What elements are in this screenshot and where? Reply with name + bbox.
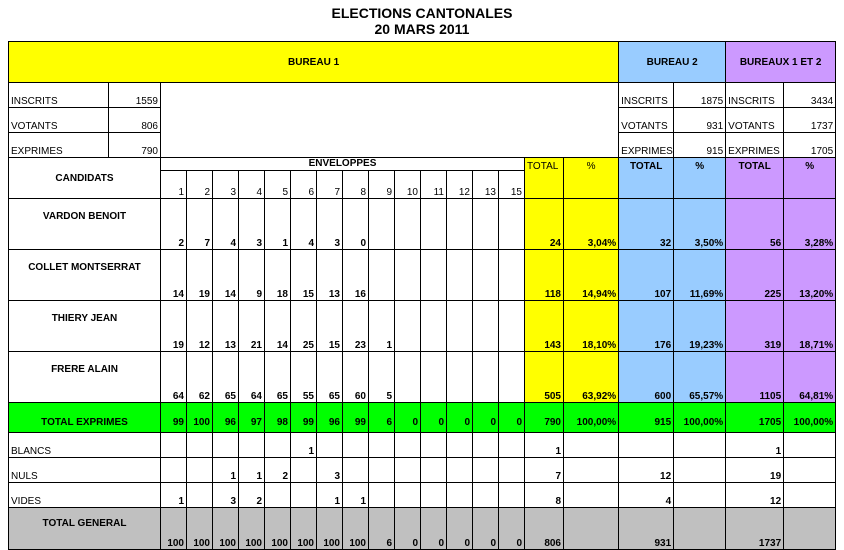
stat-label-b2: VOTANTS (619, 108, 674, 133)
candidats-header: CANDIDATS (9, 158, 161, 199)
pct-b2: 3,50% (674, 199, 726, 250)
envelope-count (265, 483, 291, 508)
total-b2: 107 (619, 250, 674, 301)
envelope-count (447, 301, 473, 352)
envelope-count: 1 (161, 483, 187, 508)
envelope-count (369, 250, 395, 301)
envelope-count (369, 199, 395, 250)
envelope-count: 1 (213, 458, 239, 483)
empty-cell (564, 458, 619, 483)
envelope-count (499, 352, 525, 403)
envelope-number: 9 (369, 171, 395, 199)
total-exprimes-label: TOTAL EXPRIMES (9, 403, 161, 433)
empty-cell (784, 433, 836, 458)
total-exprimes-total12: 1705 (726, 403, 784, 433)
blank-area (161, 83, 619, 158)
envelope-count: 100 (161, 508, 187, 550)
envelope-count: 100 (239, 508, 265, 550)
envelope-count (395, 458, 421, 483)
results-table (8, 41, 836, 550)
empty-cell (564, 508, 619, 550)
envelope-count (395, 301, 421, 352)
envelope-count: 0 (499, 508, 525, 550)
pct-b1: 3,04% (564, 199, 619, 250)
envelope-count: 4 (213, 199, 239, 250)
envelope-count (499, 199, 525, 250)
other-label: BLANCS (9, 433, 161, 458)
envelope-count: 3 (213, 483, 239, 508)
envelope-count: 3 (317, 199, 343, 250)
envelope-count: 0 (421, 403, 447, 433)
envelope-count: 100 (187, 403, 213, 433)
envelope-count (473, 433, 499, 458)
total-b1: 118 (525, 250, 564, 301)
total-b1: 143 (525, 301, 564, 352)
envelope-count (395, 483, 421, 508)
envelope-count: 100 (317, 508, 343, 550)
envelope-number: 10 (395, 171, 421, 199)
stat-value-b1: 1559 (109, 83, 161, 108)
total-exprimes-total1: 790 (525, 403, 564, 433)
envelope-count (499, 301, 525, 352)
envelope-count (473, 199, 499, 250)
envelope-number: 12 (447, 171, 473, 199)
total-b12: 319 (726, 301, 784, 352)
envelope-number: 8 (343, 171, 369, 199)
envelope-count: 5 (369, 352, 395, 403)
candidate-name: THIERY JEAN (9, 301, 161, 352)
envelope-count: 13 (213, 301, 239, 352)
total-general-label: TOTAL GENERAL (9, 508, 161, 550)
envelope-number: 13 (473, 171, 499, 199)
bureau12-header: BUREAUX 1 ET 2 (726, 42, 836, 83)
empty-cell (674, 508, 726, 550)
stat-value-b12: 3434 (784, 83, 836, 108)
envelope-count: 14 (161, 250, 187, 301)
total-exprimes-row (9, 403, 836, 433)
stat-label: VOTANTS (9, 108, 109, 133)
stat-value-b1: 790 (109, 133, 161, 158)
total-b12: 1105 (726, 352, 784, 403)
envelope-count (395, 250, 421, 301)
envelope-count (499, 483, 525, 508)
envelope-count (499, 250, 525, 301)
envelope-count: 99 (161, 403, 187, 433)
stat-label: INSCRITS (9, 83, 109, 108)
envelope-count: 100 (265, 508, 291, 550)
envelope-count: 9 (239, 250, 265, 301)
envelope-count (213, 433, 239, 458)
other-row (9, 483, 836, 508)
pct-b12: 18,71% (784, 301, 836, 352)
envelope-count (161, 433, 187, 458)
envelope-count (421, 483, 447, 508)
total-exprimes-total2: 915 (619, 403, 674, 433)
candidate-row (9, 301, 836, 352)
envelope-count (317, 433, 343, 458)
envelope-count (369, 433, 395, 458)
envelope-count: 100 (343, 508, 369, 550)
empty-cell (564, 433, 619, 458)
envelope-count (421, 352, 447, 403)
pct-b1: 18,10% (564, 301, 619, 352)
pct-b1: 14,94% (564, 250, 619, 301)
pct-b2: 65,57% (674, 352, 726, 403)
stat-value-b2: 1875 (674, 83, 726, 108)
total-exprimes-pct12: 100,00% (784, 403, 836, 433)
total-b12: 225 (726, 250, 784, 301)
envelope-count (473, 301, 499, 352)
total-b12: 12 (726, 483, 784, 508)
total-b1: 24 (525, 199, 564, 250)
total-header-b1: TOTAL (525, 158, 564, 199)
envelope-count: 6 (369, 403, 395, 433)
envelope-count: 62 (187, 352, 213, 403)
empty-cell (674, 458, 726, 483)
candidate-name: COLLET MONTSERRAT (9, 250, 161, 301)
envelope-count (291, 458, 317, 483)
total-b12: 1 (726, 433, 784, 458)
envelope-count: 1 (291, 433, 317, 458)
envelope-count: 0 (421, 508, 447, 550)
bureau2-header: BUREAU 2 (619, 42, 726, 83)
stat-label-b12: INSCRITS (726, 83, 784, 108)
envelope-number: 4 (239, 171, 265, 199)
envelope-count: 64 (161, 352, 187, 403)
envelope-count: 15 (291, 250, 317, 301)
envelope-count (473, 458, 499, 483)
stat-label-b2: EXPRIMES (619, 133, 674, 158)
envelope-count (369, 483, 395, 508)
envelope-count: 21 (239, 301, 265, 352)
envelope-count: 65 (265, 352, 291, 403)
empty-cell (674, 483, 726, 508)
envelope-count: 65 (213, 352, 239, 403)
pct-b12: 3,28% (784, 199, 836, 250)
other-label: NULS (9, 458, 161, 483)
envelope-number: 6 (291, 171, 317, 199)
envelope-number: 15 (499, 171, 525, 199)
envelope-count: 60 (343, 352, 369, 403)
envelope-count (291, 483, 317, 508)
total-b1: 7 (525, 458, 564, 483)
envelope-count: 4 (291, 199, 317, 250)
envelope-count (447, 199, 473, 250)
total-b2: 176 (619, 301, 674, 352)
envelope-count: 55 (291, 352, 317, 403)
candidate-row (9, 199, 836, 250)
envelope-count: 14 (265, 301, 291, 352)
pct-b2: 19,23% (674, 301, 726, 352)
candidate-name: VARDON BENOIT (9, 199, 161, 250)
envelope-count (473, 483, 499, 508)
envelope-count (187, 458, 213, 483)
envelope-number: 1 (161, 171, 187, 199)
envelope-count (421, 301, 447, 352)
envelope-count: 96 (213, 403, 239, 433)
envelope-count (343, 433, 369, 458)
envelope-count: 3 (317, 458, 343, 483)
envelope-count: 96 (317, 403, 343, 433)
envelope-count: 6 (369, 508, 395, 550)
envelope-count (343, 458, 369, 483)
envelope-count (239, 433, 265, 458)
stat-value-b12: 1705 (784, 133, 836, 158)
total-b2 (619, 433, 674, 458)
total-b2: 600 (619, 352, 674, 403)
stat-label: EXPRIMES (9, 133, 109, 158)
envelope-count: 2 (239, 483, 265, 508)
total-general-row (9, 508, 836, 550)
envelope-count: 14 (213, 250, 239, 301)
stat-label-b12: VOTANTS (726, 108, 784, 133)
stat-value-b2: 915 (674, 133, 726, 158)
envelope-count: 15 (317, 301, 343, 352)
total-general-b12: 1737 (726, 508, 784, 550)
pct-b2: 11,69% (674, 250, 726, 301)
envelope-count (395, 433, 421, 458)
envelope-count: 99 (291, 403, 317, 433)
envelope-count: 0 (473, 508, 499, 550)
envelope-count: 65 (317, 352, 343, 403)
empty-cell (784, 508, 836, 550)
envelope-count: 100 (187, 508, 213, 550)
total-b12: 19 (726, 458, 784, 483)
envelope-count: 0 (395, 508, 421, 550)
empty-cell (784, 483, 836, 508)
page-title: ELECTIONS CANTONALES (331, 5, 513, 21)
empty-cell (564, 483, 619, 508)
empty-cell (674, 433, 726, 458)
envelope-count (265, 433, 291, 458)
envelope-count: 0 (447, 403, 473, 433)
envelope-count (395, 199, 421, 250)
candidate-row (9, 250, 836, 301)
envelope-count: 99 (343, 403, 369, 433)
envelope-count: 0 (447, 508, 473, 550)
envelope-number: 3 (213, 171, 239, 199)
other-label: VIDES (9, 483, 161, 508)
envelope-count: 1 (265, 199, 291, 250)
total-general-b2: 931 (619, 508, 674, 550)
stat-value-b12: 1737 (784, 108, 836, 133)
envelope-count: 25 (291, 301, 317, 352)
envelope-count: 12 (187, 301, 213, 352)
other-row (9, 433, 836, 458)
total-header-b2: TOTAL (619, 158, 674, 199)
envelope-count: 1 (317, 483, 343, 508)
total-b1: 8 (525, 483, 564, 508)
envelope-count: 0 (343, 199, 369, 250)
pct-header-b2: % (674, 158, 726, 199)
envelope-count: 19 (187, 250, 213, 301)
envelope-count: 100 (291, 508, 317, 550)
envelope-count (447, 483, 473, 508)
envelope-count: 1 (369, 301, 395, 352)
envelope-count: 98 (265, 403, 291, 433)
envelope-count (473, 352, 499, 403)
page-subtitle: 20 MARS 2011 (374, 21, 470, 37)
total-b2: 32 (619, 199, 674, 250)
envelope-count (421, 458, 447, 483)
total-b2: 12 (619, 458, 674, 483)
envelope-count: 0 (499, 403, 525, 433)
empty-cell (784, 458, 836, 483)
envelope-count: 13 (317, 250, 343, 301)
total-b2: 4 (619, 483, 674, 508)
envelope-count (499, 458, 525, 483)
pct-b1: 63,92% (564, 352, 619, 403)
envelope-count: 19 (161, 301, 187, 352)
envelope-number: 2 (187, 171, 213, 199)
total-b1: 1 (525, 433, 564, 458)
envelope-count (187, 433, 213, 458)
envelope-count: 2 (265, 458, 291, 483)
envelope-count: 97 (239, 403, 265, 433)
stat-value-b2: 931 (674, 108, 726, 133)
candidate-name: FRERE ALAIN (9, 352, 161, 403)
envelope-number: 11 (421, 171, 447, 199)
other-row (9, 458, 836, 483)
envelope-count: 0 (395, 403, 421, 433)
envelope-count: 1 (343, 483, 369, 508)
envelope-count (447, 250, 473, 301)
envelope-count (161, 458, 187, 483)
envelope-count (499, 433, 525, 458)
total-header-b12: TOTAL (726, 158, 784, 199)
envelope-count: 3 (239, 199, 265, 250)
envelope-count (447, 458, 473, 483)
envelope-number: 7 (317, 171, 343, 199)
stat-label-b2: INSCRITS (619, 83, 674, 108)
envelope-count (369, 458, 395, 483)
envelope-count (421, 199, 447, 250)
envelope-count: 100 (213, 508, 239, 550)
stat-label-b12: EXPRIMES (726, 133, 784, 158)
envelope-count: 2 (161, 199, 187, 250)
envelope-count: 64 (239, 352, 265, 403)
envelope-count: 18 (265, 250, 291, 301)
stat-value-b1: 806 (109, 108, 161, 133)
envelope-number: 5 (265, 171, 291, 199)
envelope-count: 7 (187, 199, 213, 250)
envelope-count: 1 (239, 458, 265, 483)
total-exprimes-pct1: 100,00% (564, 403, 619, 433)
enveloppes-header: ENVELOPPES (161, 158, 525, 171)
envelope-count (421, 250, 447, 301)
envelope-count: 0 (473, 403, 499, 433)
envelope-count (447, 352, 473, 403)
envelope-count (447, 433, 473, 458)
pct-header-b12: % (784, 158, 836, 199)
pct-b12: 13,20% (784, 250, 836, 301)
envelope-count (187, 483, 213, 508)
envelope-count (473, 250, 499, 301)
pct-header-b1: % (564, 158, 619, 199)
total-b12: 56 (726, 199, 784, 250)
envelope-count (395, 352, 421, 403)
pct-b12: 64,81% (784, 352, 836, 403)
envelope-count (421, 433, 447, 458)
total-b1: 505 (525, 352, 564, 403)
bureau1-header: BUREAU 1 (9, 42, 619, 83)
envelope-count: 16 (343, 250, 369, 301)
envelope-count: 23 (343, 301, 369, 352)
stat-row (9, 83, 836, 108)
total-general-b1: 806 (525, 508, 564, 550)
candidate-row (9, 352, 836, 403)
total-exprimes-pct2: 100,00% (674, 403, 726, 433)
